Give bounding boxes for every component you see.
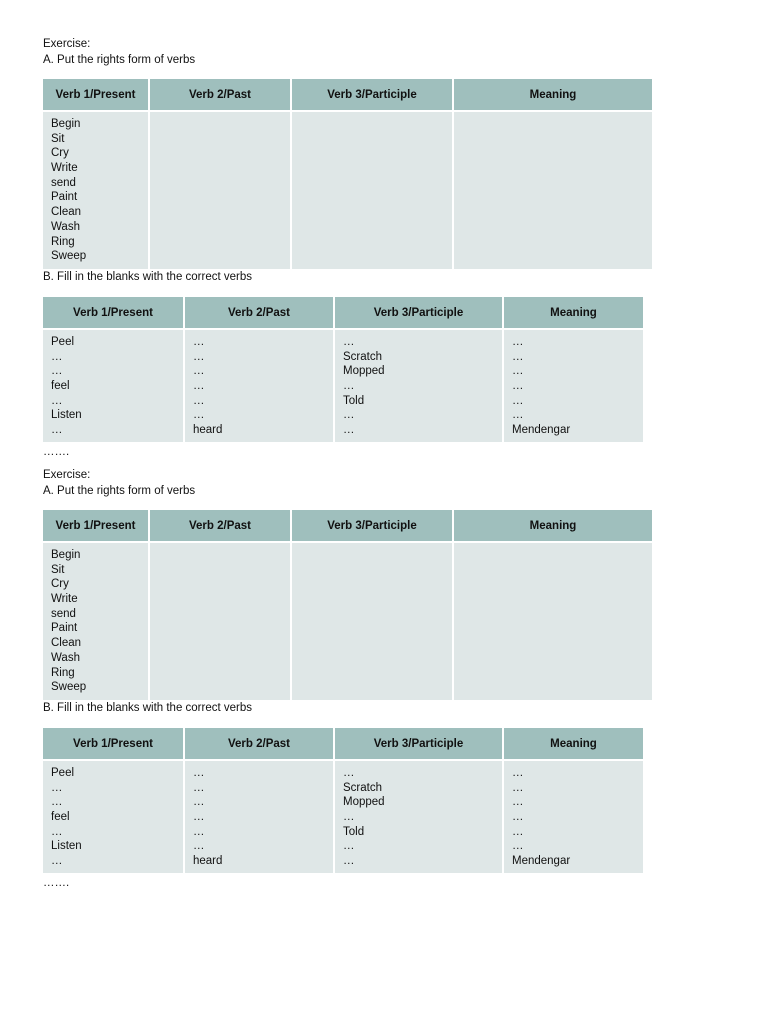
cell-entry: Told bbox=[343, 825, 365, 838]
trailing-dots: ……. bbox=[43, 877, 70, 889]
verb-item: Ring bbox=[51, 235, 75, 248]
part-a-instruction: A. Put the rights form of verbs bbox=[43, 54, 196, 66]
header-meaning: Meaning bbox=[454, 510, 652, 541]
verb-item: Clean bbox=[51, 206, 82, 219]
cell-entry: feel bbox=[51, 811, 70, 824]
verb-item: Paint bbox=[51, 191, 78, 204]
cell-entry: … bbox=[343, 424, 355, 437]
verb-item: Begin bbox=[51, 549, 81, 561]
verb3-answer-cell[interactable] bbox=[292, 112, 452, 269]
part-b-table bbox=[41, 295, 645, 444]
verb1-column bbox=[43, 330, 183, 442]
cell-entry: Mendengar bbox=[512, 855, 571, 868]
exercise-block-2 bbox=[43, 467, 195, 499]
cell-entry: … bbox=[51, 781, 63, 794]
exercise-label: Exercise: bbox=[43, 469, 91, 481]
verb-item: Wash bbox=[51, 220, 80, 233]
cell-entry: … bbox=[51, 350, 63, 363]
meaning-answer-cell[interactable] bbox=[454, 112, 652, 269]
cell-entry: … bbox=[343, 811, 355, 824]
verb-item: Paint bbox=[51, 622, 78, 635]
header-meaning: Meaning bbox=[504, 297, 643, 328]
cell-entry: … bbox=[512, 811, 524, 824]
header-verb3: Verb 3/Participle bbox=[335, 728, 502, 759]
exercise-block-1 bbox=[43, 36, 195, 68]
verb-item: Write bbox=[51, 162, 78, 175]
verb-item: Cry bbox=[51, 578, 69, 591]
cell-entry: … bbox=[193, 394, 205, 407]
verb1-column bbox=[43, 761, 183, 873]
cell-entry: … bbox=[512, 409, 524, 422]
cell-entry: … bbox=[51, 424, 63, 437]
cell-entry: … bbox=[512, 336, 524, 348]
table-row bbox=[43, 761, 643, 873]
cell-entry: … bbox=[343, 855, 355, 868]
part-b-heading-2 bbox=[43, 700, 252, 716]
cell-entry: … bbox=[512, 781, 524, 794]
verb2-answer-cell[interactable] bbox=[150, 112, 290, 269]
part-b-table-1-wrap bbox=[43, 295, 645, 444]
verb3-column bbox=[335, 330, 502, 442]
cell-entry: … bbox=[512, 796, 524, 809]
table-header-row bbox=[43, 728, 643, 759]
cell-entry: Scratch bbox=[343, 781, 382, 794]
table-header-row bbox=[43, 510, 652, 541]
verb-item: Sweep bbox=[51, 250, 87, 263]
trailing-dots: ……. bbox=[43, 446, 70, 458]
cell-entry: … bbox=[512, 825, 524, 838]
cell-entry: heard bbox=[193, 855, 223, 868]
cell-entry: heard bbox=[193, 424, 223, 437]
verb2-column bbox=[185, 761, 333, 873]
part-b-table bbox=[41, 726, 645, 875]
header-verb3: Verb 3/Participle bbox=[335, 297, 502, 328]
cell-entry: Mendengar bbox=[512, 424, 571, 437]
cell-entry: … bbox=[193, 380, 205, 393]
table-row bbox=[43, 330, 643, 442]
part-b-instruction: B. Fill in the blanks with the correct verbs bbox=[43, 271, 252, 283]
cell-entry: … bbox=[512, 767, 524, 779]
verb3-column bbox=[335, 761, 502, 873]
cell-entry: … bbox=[512, 380, 524, 393]
cell-entry: … bbox=[193, 767, 205, 779]
verb-item: Ring bbox=[51, 666, 75, 679]
verb-item: Sit bbox=[51, 132, 65, 145]
cell-entry: … bbox=[343, 336, 355, 348]
header-verb1: Verb 1/Present bbox=[43, 510, 148, 541]
cell-entry: … bbox=[51, 394, 63, 407]
cell-entry: … bbox=[51, 796, 63, 809]
cell-entry: … bbox=[193, 825, 205, 838]
cell-entry: … bbox=[193, 811, 205, 824]
header-verb3: Verb 3/Participle bbox=[292, 510, 452, 541]
verb1-cell bbox=[43, 543, 148, 700]
header-verb1: Verb 1/Present bbox=[43, 728, 183, 759]
cell-entry: … bbox=[343, 380, 355, 393]
header-verb1: Verb 1/Present bbox=[43, 297, 183, 328]
header-verb2: Verb 2/Past bbox=[150, 510, 290, 541]
cell-entry: Listen bbox=[51, 840, 82, 853]
verb-item: send bbox=[51, 176, 76, 189]
header-verb2: Verb 2/Past bbox=[185, 728, 333, 759]
cell-entry: … bbox=[193, 350, 205, 363]
cell-entry: Peel bbox=[51, 767, 75, 779]
verb3-answer-cell[interactable] bbox=[292, 543, 452, 700]
cell-entry: Told bbox=[343, 394, 365, 407]
verb2-answer-cell[interactable] bbox=[150, 543, 290, 700]
table-row bbox=[43, 112, 652, 269]
cell-entry: … bbox=[51, 825, 63, 838]
cell-entry: … bbox=[512, 840, 524, 853]
part-a-table bbox=[41, 77, 654, 271]
cell-entry: … bbox=[193, 796, 205, 809]
table-header-row bbox=[43, 79, 652, 110]
verb-item: Write bbox=[51, 593, 78, 606]
header-verb2: Verb 2/Past bbox=[150, 79, 290, 110]
cell-entry: … bbox=[193, 840, 205, 853]
header-meaning: Meaning bbox=[504, 728, 643, 759]
header-verb2: Verb 2/Past bbox=[185, 297, 333, 328]
verb-item: Sit bbox=[51, 563, 65, 576]
part-a-table bbox=[41, 508, 654, 702]
part-b-instruction: B. Fill in the blanks with the correct verbs bbox=[43, 702, 252, 714]
header-meaning: Meaning bbox=[454, 79, 652, 110]
table-row bbox=[43, 543, 652, 700]
cell-entry: Mopped bbox=[343, 796, 385, 809]
meaning-column bbox=[504, 330, 643, 442]
verb2-column bbox=[185, 330, 333, 442]
verb-item: Begin bbox=[51, 118, 81, 130]
cell-entry: Peel bbox=[51, 336, 75, 348]
cell-entry: … bbox=[193, 365, 205, 378]
verb-item: send bbox=[51, 607, 76, 620]
table-header-row bbox=[43, 297, 643, 328]
cell-entry: feel bbox=[51, 380, 70, 393]
verb-item: Cry bbox=[51, 147, 69, 160]
part-b-table-2-wrap bbox=[43, 726, 645, 875]
part-a-table-1-wrap bbox=[43, 77, 654, 271]
part-b-heading-1 bbox=[43, 269, 252, 285]
cell-entry: … bbox=[512, 365, 524, 378]
header-verb1: Verb 1/Present bbox=[43, 79, 148, 110]
cell-entry: Mopped bbox=[343, 365, 385, 378]
cell-entry: … bbox=[193, 409, 205, 422]
cell-entry: … bbox=[51, 365, 63, 378]
cell-entry: … bbox=[193, 336, 205, 348]
cell-entry: Listen bbox=[51, 409, 82, 422]
verb-item: Wash bbox=[51, 651, 80, 664]
cell-entry: … bbox=[193, 781, 205, 794]
meaning-answer-cell[interactable] bbox=[454, 543, 652, 700]
verb-item: Clean bbox=[51, 637, 82, 650]
cell-entry: … bbox=[51, 855, 63, 868]
header-verb3: Verb 3/Participle bbox=[292, 79, 452, 110]
cell-entry: … bbox=[343, 767, 355, 779]
cell-entry: … bbox=[343, 840, 355, 853]
cell-entry: … bbox=[343, 409, 355, 422]
verb1-cell bbox=[43, 112, 148, 269]
cell-entry: … bbox=[512, 350, 524, 363]
cell-entry: Scratch bbox=[343, 350, 382, 363]
part-a-instruction: A. Put the rights form of verbs bbox=[43, 485, 196, 497]
verb-item: Sweep bbox=[51, 681, 87, 694]
cell-entry: … bbox=[512, 394, 524, 407]
meaning-column bbox=[504, 761, 643, 873]
part-a-table-2-wrap bbox=[43, 508, 654, 702]
exercise-label: Exercise: bbox=[43, 38, 91, 50]
